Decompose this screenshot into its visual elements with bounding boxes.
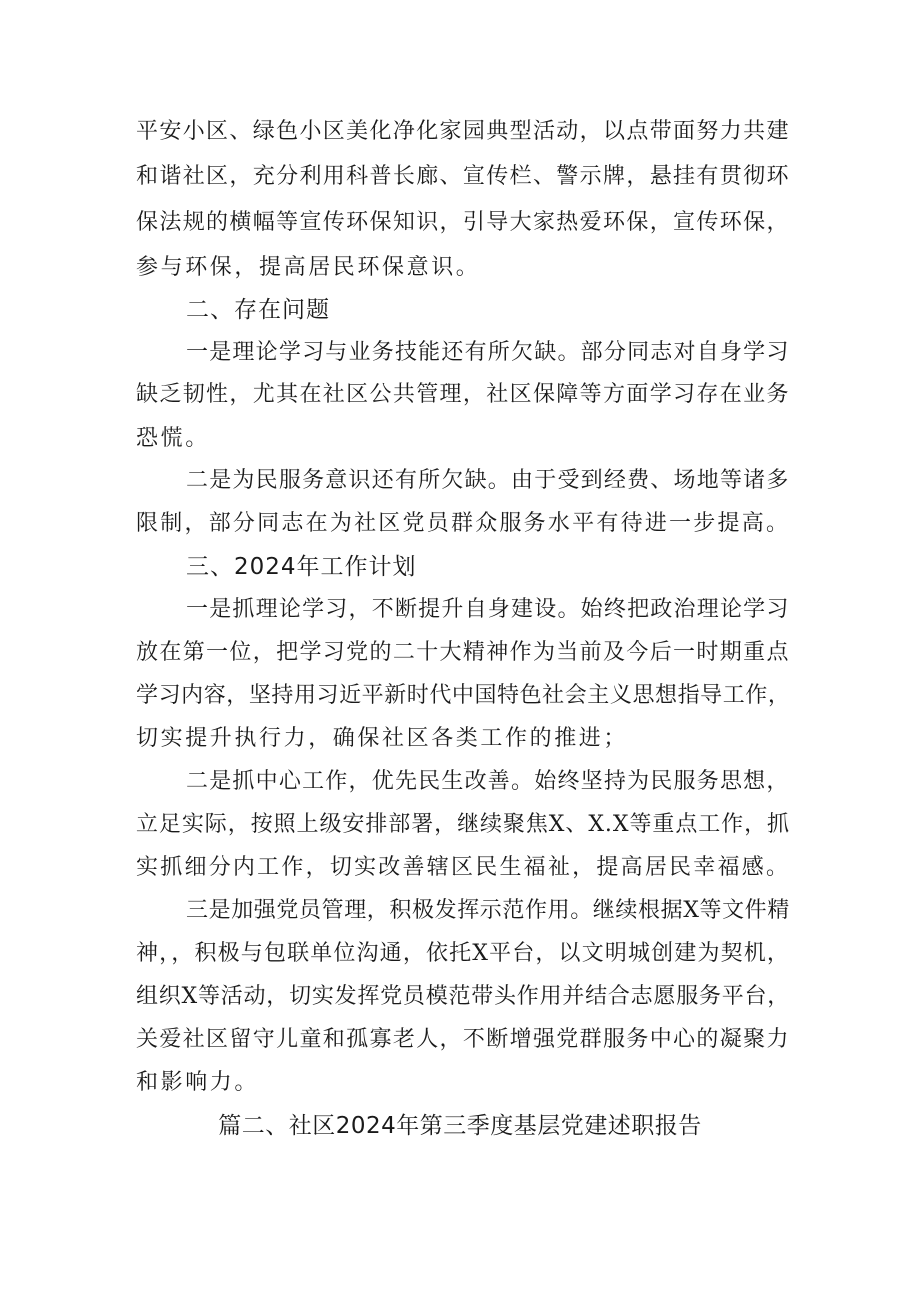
paragraph-line: 恐慌。 xyxy=(136,426,210,451)
paragraph-line: 神，，积极与包联单位沟通，依托X平台，以文明城创建为契机， xyxy=(136,941,791,966)
paragraph-line: 二是抓中心工作，优先民生改善。始终坚持为民服务思想， xyxy=(186,769,790,794)
paragraph-line: 关爱社区留守儿童和孤寡老人，不断增强党群服务中心的凝聚力 xyxy=(136,1027,790,1052)
paragraph-line: 实抓细分内工作，切实改善辖区民生福祉，提高居民幸福感。 xyxy=(136,855,791,880)
paragraph-line: 一是理论学习与业务技能还有所欠缺。部分同志对自身学习 xyxy=(186,340,790,365)
paragraph-line: 缺乏韧性，尤其在社区公共管理，社区保障等方面学习存在业务 xyxy=(136,382,790,407)
next-article-title: 篇二、社区2024年第三季度基层党建述职报告 xyxy=(218,1113,702,1139)
paragraph-line: 放在第一位，把学习党的二十大精神作为当前及今后一时期重点 xyxy=(136,640,790,665)
paragraph-line: 学习内容，坚持用习近平新时代中国特色社会主义思想指导工作， xyxy=(136,683,791,708)
paragraph-line: 三是加强党员管理，积极发挥示范作用。继续根据X等文件精 xyxy=(186,898,790,923)
paragraph-line: 和谐社区，充分利用科普长廊、宣传栏、警示牌，悬挂有贯彻环 xyxy=(136,164,790,189)
paragraph-line: 和影响力。 xyxy=(136,1070,260,1095)
paragraph-line: 二是为民服务意识还有所欠缺。由于受到经费、场地等诸多 xyxy=(186,468,790,493)
paragraph-line: 切实提升执行力，确保社区各类工作的推进； xyxy=(136,726,629,751)
paragraph-line: 限制，部分同志在为社区党员群众服务水平有待进一步提高。 xyxy=(136,511,791,536)
paragraph-line: 组织X等活动，切实发挥党员模范带头作用并结合志愿服务平台， xyxy=(136,984,791,1009)
paragraph-line: 立足实际，按照上级安排部署，继续聚焦X、X.X等重点工作，抓 xyxy=(136,812,790,837)
paragraph-line: 一是抓理论学习，不断提升自身建设。始终把政治理论学习 xyxy=(186,597,790,622)
paragraph-line: 参与环保，提高居民环保意识。 xyxy=(136,255,481,280)
section-heading-issues: 二、存在问题 xyxy=(186,297,330,323)
paragraph-line: 保法规的横幅等宣传环保知识，引导大家热爱环保，宣传环保， xyxy=(136,210,790,235)
paragraph-line: 平安小区、绿色小区美化净化家园典型活动，以点带面努力共建 xyxy=(136,119,790,144)
section-heading-plan: 三、2024年工作计划 xyxy=(186,554,417,580)
